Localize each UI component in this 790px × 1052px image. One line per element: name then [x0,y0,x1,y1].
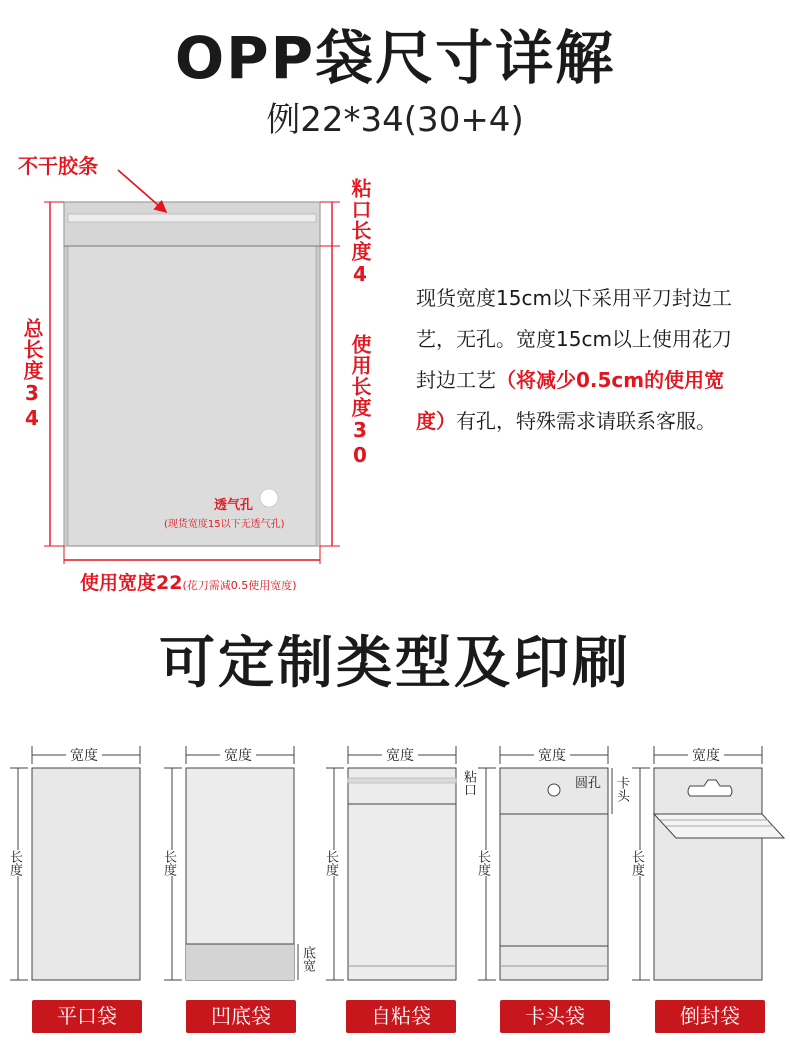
description-part1: 现货宽度15cm以下采用平刀封边工艺，无孔。宽度15cm以上使用花刀封边工艺 [416,286,732,392]
gusset-bag-button[interactable]: 凹底袋 [186,1000,296,1033]
bag-types-diagram [0,740,790,990]
gusset-bag-width-label: 宽度 [220,745,256,765]
bag-seam-right [316,202,320,546]
vent-label: 透气孔 [214,498,254,513]
total-length-label: 总长度34 [20,318,44,431]
flat-bag-length-label: 长度 [7,850,22,876]
header-card-label: 卡头 [614,776,629,802]
reverse-seal-bag [632,746,784,980]
gusset-bag [164,746,298,980]
description-part2: 有孔，特殊需求请联系客服。 [456,409,716,433]
description-text [416,278,746,442]
header-card-bag-length-label: 长度 [475,850,490,876]
flat-bag-width-label: 宽度 [66,745,102,765]
vent-hole [260,489,278,507]
reverse-seal-bag-button[interactable]: 倒封袋 [655,1000,765,1033]
header-card-bag-width-label: 宽度 [534,745,570,765]
page-subtitle: 例22*34(30+4) [266,100,524,140]
bag-flap [64,202,320,246]
self-seal-bag-width-label: 宽度 [382,745,418,765]
opp-bag-diagram [0,140,400,600]
self-seal-bag [326,746,456,980]
round-hole-label: 圆孔 [575,776,602,791]
tape-label: 不干胶条 [18,154,98,178]
flat-bag-button[interactable]: 平口袋 [32,1000,142,1033]
reverse-seal-bag-width-label: 宽度 [688,745,724,765]
description-highlight: （将减少0.5cm的使用宽度） [416,368,725,433]
usable-length-label: 使用长度30 [348,334,372,468]
section-title: 可定制类型及印刷 [159,631,631,696]
seal-length-label: 粘口长度4 [348,178,372,287]
self-seal-flap-label: 粘口 [461,770,476,796]
header-card-bag-button[interactable]: 卡头袋 [500,1000,610,1033]
gusset-bag-length-label: 长度 [161,850,176,876]
vent-note: (现货宽度15以下无透气孔) [164,519,285,530]
bag-body [64,202,320,546]
gusset-bottom-label: 底宽 [300,946,315,972]
reverse-seal-bag-length-label: 长度 [629,850,644,876]
self-seal-bag-length-label: 长度 [323,850,338,876]
flat-bag [10,746,140,980]
usable-width-note: (花刀需减0.5使用宽度) [182,579,297,592]
usable-width-label: 使用宽度22 [80,572,183,594]
bag-seam-left [64,202,68,546]
adhesive-tape [68,214,316,222]
page-title: OPP袋尺寸详解 [174,24,616,92]
self-seal-bag-button[interactable]: 自粘袋 [346,1000,456,1033]
usable-width-caption [80,568,297,595]
